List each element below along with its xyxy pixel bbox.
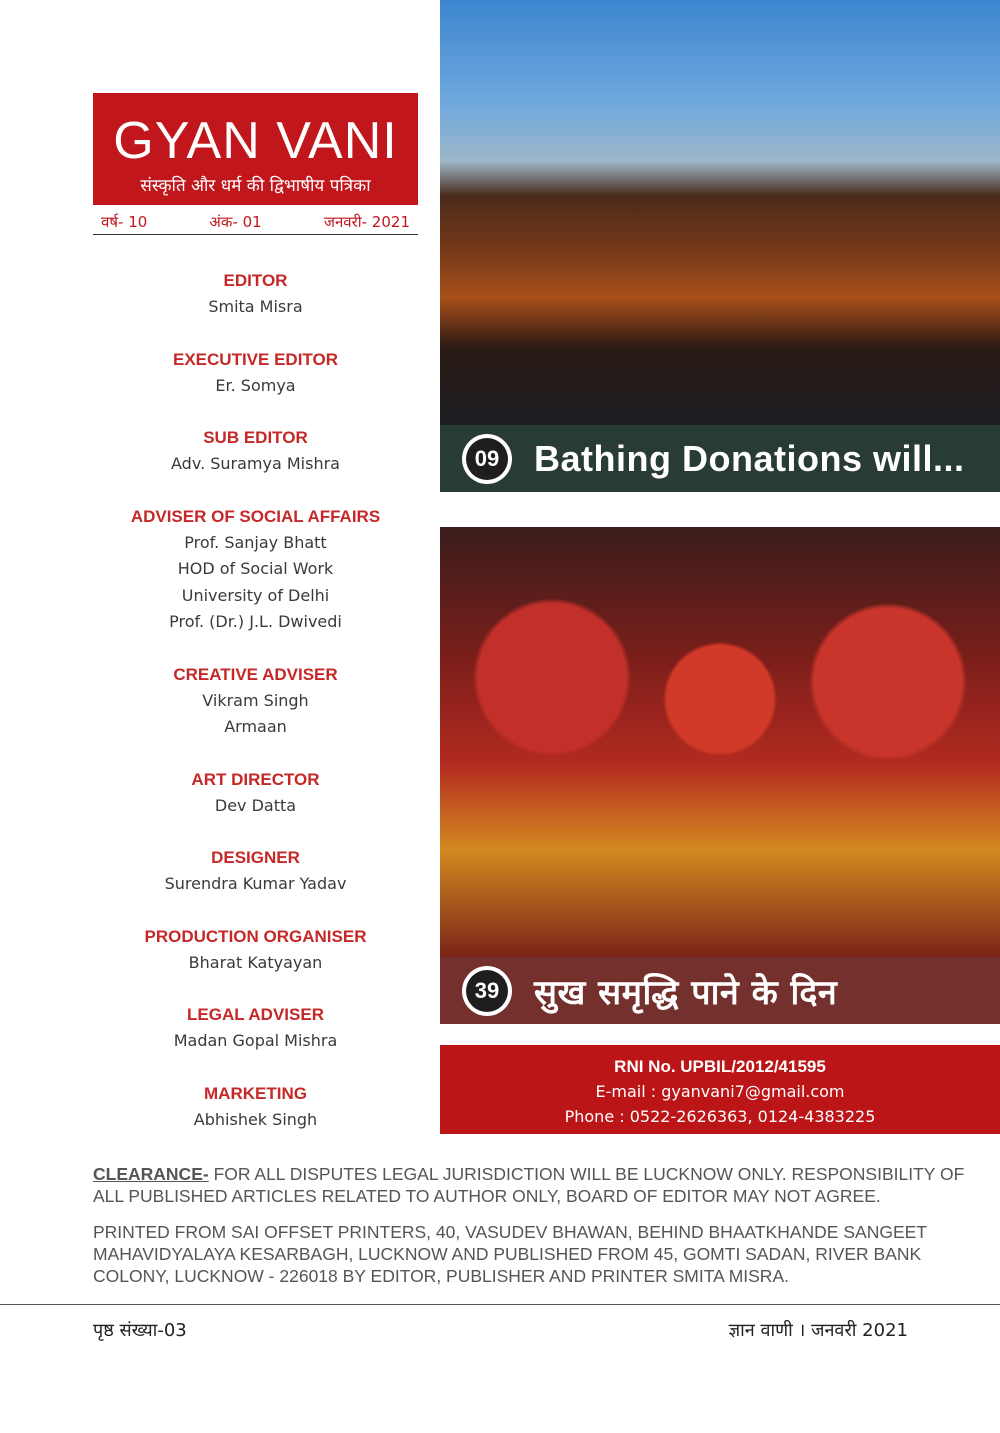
credit-name: Prof. (Dr.) J.L. Dwivedi xyxy=(169,612,342,631)
clearance-notice xyxy=(93,1163,993,1207)
issue-number: अंक- 01 xyxy=(209,213,262,231)
editorial-credits xyxy=(93,268,418,1159)
credit-sub-editor xyxy=(93,425,418,478)
magazine-title: GYAN VANI xyxy=(113,112,398,170)
contact-box xyxy=(440,1045,1000,1134)
page-number-badge xyxy=(462,434,512,484)
credit-name: Surendra Kumar Yadav xyxy=(164,874,347,893)
rni-number: RNI No. UPBIL/2012/41595 xyxy=(614,1057,826,1076)
credit-role: ART DIRECTOR xyxy=(191,769,320,789)
credit-name: Armaan xyxy=(224,717,287,736)
feature-caption-bathing[interactable] xyxy=(440,425,1000,492)
credit-role: DESIGNER xyxy=(211,848,300,867)
credit-executive-editor xyxy=(93,347,418,400)
clearance-text: FOR ALL DISPUTES LEGAL JURISDICTION WILL BE LUCKNOW ONLY. RESPONSIBILITY OF ALL PUBLISHED ARTICLES RELATED TO AUTHOR ONLY, BOARD OF EDITOR MAY NOT AGREE. xyxy=(93,1164,965,1206)
credit-name: HOD of Social Work xyxy=(177,559,334,578)
credit-art-director xyxy=(93,767,418,820)
credit-name: Madan Gopal Mishra xyxy=(173,1031,338,1050)
goddess-idols-photo xyxy=(440,527,1000,957)
feature-title: Bathing Donations will... xyxy=(534,437,965,479)
phone-numbers: Phone : 0522-2626363, 0124-4383225 xyxy=(564,1107,876,1126)
bathing-crowd-photo xyxy=(440,0,1000,425)
credit-adviser-social-affairs xyxy=(93,504,418,636)
page-number: 09 xyxy=(466,438,508,480)
issue-volume: वर्ष- 10 xyxy=(101,213,148,231)
footer-divider xyxy=(0,1304,1000,1305)
credit-production-organiser xyxy=(93,924,418,977)
credit-role: LEGAL ADVISER xyxy=(187,1005,324,1024)
clearance-label: CLEARANCE- xyxy=(93,1164,209,1184)
issue-info xyxy=(93,210,418,235)
page-number: 39 xyxy=(466,970,508,1012)
credit-name: Abhishek Singh xyxy=(193,1109,318,1129)
credit-role: ADVISER OF SOCIAL AFFAIRS xyxy=(130,506,381,526)
credit-name: Adv. Suramya Mishra xyxy=(171,454,340,473)
credit-role: CREATIVE ADVISER xyxy=(173,664,338,684)
credit-name: University of Delhi xyxy=(181,585,330,605)
credit-creative-adviser xyxy=(93,662,418,741)
credit-name: Er. Somya xyxy=(215,375,296,395)
credit-marketing xyxy=(93,1081,418,1134)
feature-caption-prosperity[interactable] xyxy=(440,957,1000,1024)
magazine-tagline: संस्कृति और धर्म की द्विभाषीय पत्रिका xyxy=(140,176,371,196)
credit-name: Smita Misra xyxy=(208,297,303,316)
feature-title: सुख समृद्धि पाने के दिन xyxy=(534,972,838,1013)
footer-page-number: पृष्ठ संख्या-03 xyxy=(93,1320,187,1341)
credit-role: SUB EDITOR xyxy=(203,428,308,447)
credit-name: Vikram Singh xyxy=(202,690,309,710)
footer-publication: ज्ञान वाणी । जनवरी 2021 xyxy=(728,1320,908,1341)
credit-role: PRODUCTION ORGANISER xyxy=(144,926,367,946)
issue-date: जनवरी- 2021 xyxy=(323,213,410,231)
credit-name: Dev Datta xyxy=(214,795,297,815)
credit-role: EDITOR xyxy=(223,271,288,290)
page-number-badge xyxy=(462,966,512,1016)
printer-notice: PRINTED FROM SAI OFFSET PRINTERS, 40, VASUDEV BHAWAN, BEHIND BHAATKHANDE SANGEET MAHAVIDYALAYA KESARBAGH, LUCKNOW AND PUBLISHED FROM 45, GOMTI SADAN, RIVER BANK COLONY, LUCKNOW - 226018 BY EDITOR, PUBLISHER AND PRINTER SMITA MISRA. xyxy=(93,1222,927,1286)
credit-editor xyxy=(93,268,418,321)
credit-legal-adviser xyxy=(93,1002,418,1055)
masthead xyxy=(93,93,418,205)
credit-role: EXECUTIVE EDITOR xyxy=(173,349,338,369)
credit-name: Bharat Katyayan xyxy=(188,952,323,972)
credit-designer xyxy=(93,845,418,898)
credit-role: MARKETING xyxy=(204,1083,307,1103)
email-address[interactable]: E-mail : gyanvani7@gmail.com xyxy=(595,1082,845,1101)
credit-name: Prof. Sanjay Bhatt xyxy=(184,532,327,552)
